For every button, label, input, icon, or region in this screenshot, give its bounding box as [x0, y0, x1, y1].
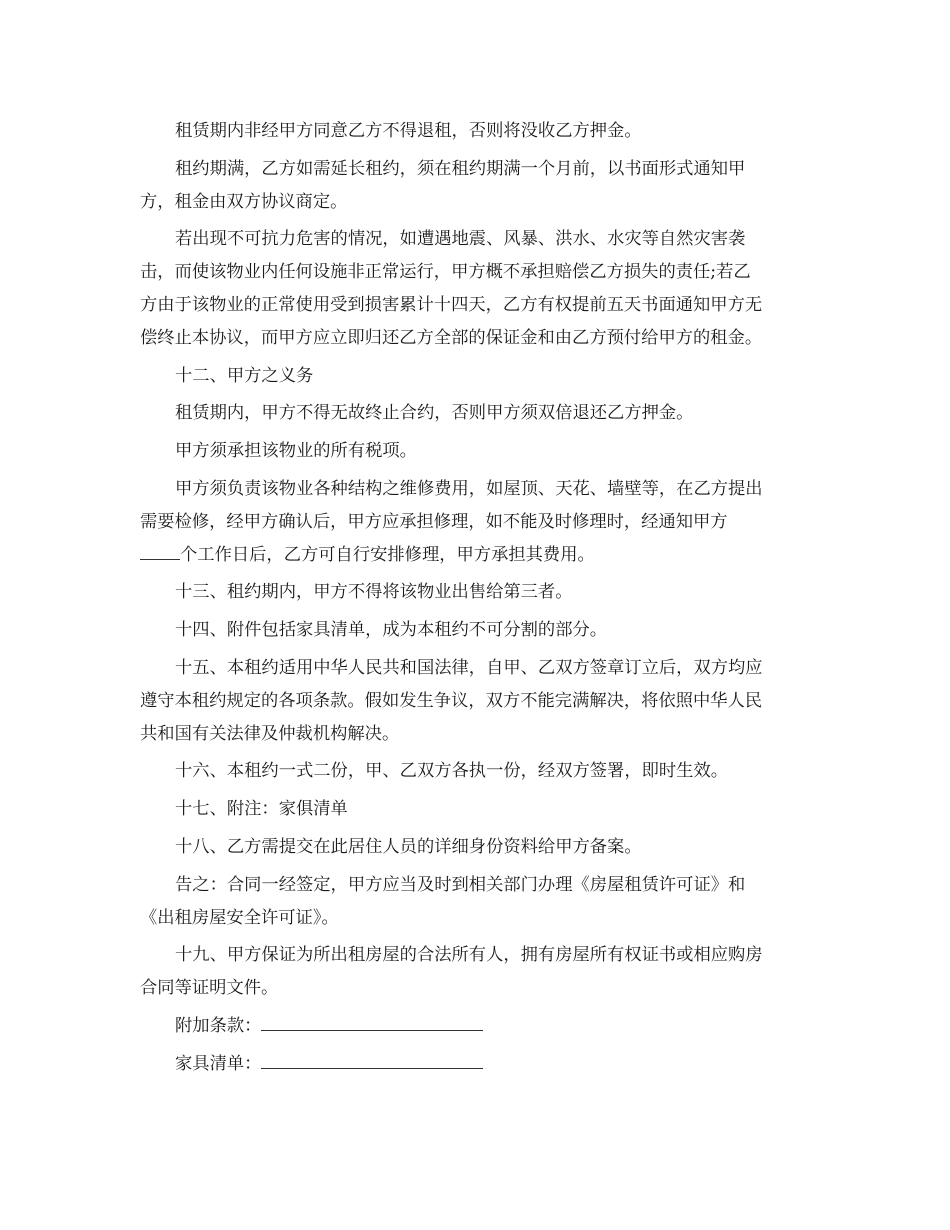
document-body [140, 115, 815, 1086]
section-15 [140, 652, 815, 750]
repair-tail-text: 个工作日后，乙方可自行安排修理，甲方承担其费用。 [180, 544, 595, 565]
paragraph-repairs [140, 473, 815, 571]
text-line: 十八、乙方需提交在此居住人员的详细身份资料给甲方备案。 [175, 836, 642, 857]
paragraph-taxes [140, 435, 815, 468]
text-line: 十九、甲方保证为所出租房屋的合法所有人，拥有房屋所有权证书或相应购房 [175, 945, 763, 966]
text-line: 方，租金由双方协议商定。 [140, 191, 348, 212]
text-line: 十三、租约期内，甲方不得将该物业出售给第三者。 [175, 582, 573, 603]
text-line: 十四、附件包括家具清单，成为本租约不可分割的部分。 [175, 620, 608, 641]
text-line: 若出现不可抗力危害的情况，如遭遇地震、风暴、洪水、水灾等自然灾害袭 [175, 229, 746, 250]
paragraph-notice [140, 869, 815, 935]
section-19 [140, 939, 815, 1005]
text-line: 共和国有关法律及仲裁机构解决。 [140, 723, 400, 744]
paragraph-no-refund [140, 115, 815, 148]
text-line: 十五、本租约适用中华人民共和国法律，自甲、乙双方签章订立后，双方均应 [175, 657, 763, 678]
text-line: 租约期满，乙方如需延长租约，须在租约期满一个月前，以书面形式通知甲 [175, 158, 746, 179]
furniture-list-row [140, 1048, 815, 1081]
text-line: 偿终止本协议，而甲方应立即归还乙方全部的保证金和由乙方预付给甲方的租金。 [140, 327, 763, 348]
section-16 [140, 755, 815, 788]
fill-in-blank-days[interactable] [140, 539, 180, 560]
text-line: 十二、甲方之义务 [175, 365, 314, 386]
furniture-list-blank[interactable] [261, 1048, 483, 1069]
text-line: 合同等证明文件。 [140, 978, 279, 999]
furniture-list-label: 家具清单： [175, 1053, 262, 1074]
text-line: 告之：合同一经签定，甲方应当及时到相关部门办理《房屋租赁许可证》和 [175, 874, 746, 895]
text-line: 击，而使该物业内任何设施非正常运行，甲方概不承担赔偿乙方损失的责任;若乙 [140, 262, 751, 283]
text-line: 租赁期内，甲方不得无故终止合约，否则甲方须双倍退还乙方押金。 [175, 403, 694, 424]
text-line: 甲方须负责该物业各种结构之维修费用，如屋顶、天花、墙壁等，在乙方提出 [175, 478, 763, 499]
text-line: 需要检修，经甲方确认后，甲方应承担修理，如不能及时修理时，经通知甲方 [140, 511, 728, 532]
section-18 [140, 831, 815, 864]
extra-terms-label: 附加条款： [175, 1015, 262, 1036]
text-line: 甲方须承担该物业的所有税项。 [175, 441, 417, 462]
section-14 [140, 614, 815, 647]
paragraph-lease-extension [140, 153, 815, 219]
text-line: 遵守本租约规定的各项条款。假如发生争议，双方不能完满解决，将依照中华人民 [140, 690, 763, 711]
text-line: 方由于该物业的正常使用受到损害累计十四天，乙方有权提前五天书面通知甲方无 [140, 294, 763, 315]
paragraph-no-termination [140, 397, 815, 430]
text-line: 《出租房屋安全许可证》。 [140, 907, 339, 928]
section-17 [140, 793, 815, 826]
paragraph-force-majeure [140, 223, 815, 354]
section-13 [140, 576, 815, 609]
extra-terms-row [140, 1010, 815, 1043]
extra-terms-blank[interactable] [261, 1010, 483, 1031]
text-line: 十七、附注：家俱清单 [175, 799, 348, 820]
text-line: 十六、本租约一式二份，甲、乙双方各执一份，经双方签署，即时生效。 [175, 761, 729, 782]
section-heading-12 [140, 360, 815, 393]
text-line: 租赁期内非经甲方同意乙方不得退租，否则将没收乙方押金。 [175, 121, 642, 141]
text-line [140, 539, 815, 572]
